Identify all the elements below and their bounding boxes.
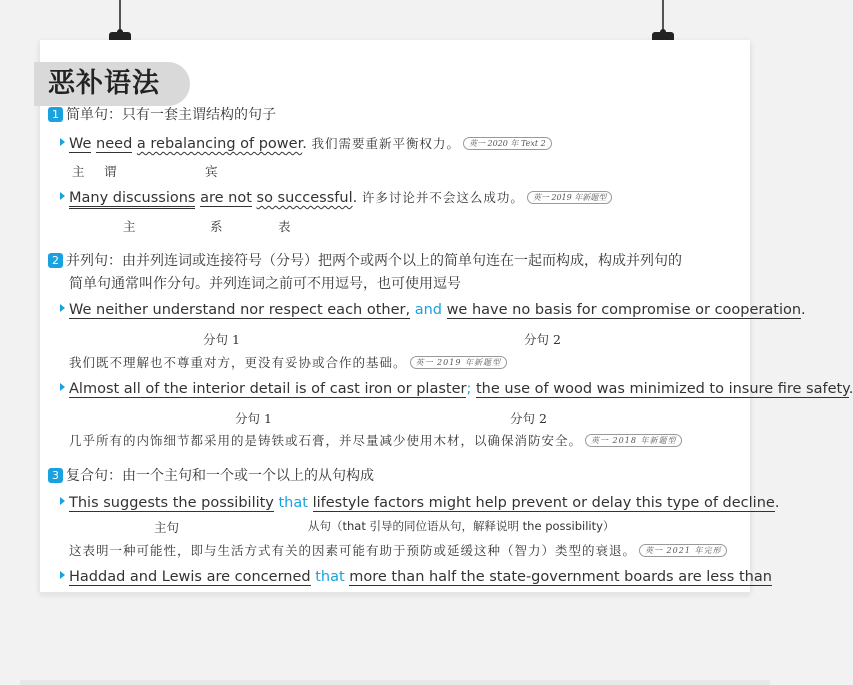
source-badge: 英一 2020 年 Text 2: [463, 137, 552, 150]
section-3-heading: 3 复合句：由一个主句和一个或一个以上的从句构成: [48, 465, 374, 488]
translation: 这表明一种可能性，即与生活方式有关的因素可能有助于预防或延缓这种（智力）类型的衰退。 英一 2021 年完形: [69, 541, 727, 559]
section-number: 1: [48, 107, 63, 122]
clause-label: 分句 2: [524, 332, 561, 347]
example-sentence: Many discussions are not so successful. 许多讨论并不会这么成功。 英一 2019 年新题型: [60, 188, 612, 206]
poster-shadow: [40, 592, 750, 598]
example-sentence: Almost all of the interior detail is of cast iron or plaster; the use of wood was minimized to insure fire safety.: [60, 381, 853, 397]
grammar-label: 系: [210, 219, 223, 234]
clause-label: 从句（that 引导的同位语从句，解释说明 the possibility）: [308, 519, 615, 533]
bullet-triangle-icon: [60, 304, 65, 312]
clause-label: 分句 1: [203, 332, 240, 347]
section-number: 2: [48, 253, 63, 268]
example-sentence: Haddad and Lewis are concerned that more than half the state-government boards are less than: [60, 569, 772, 585]
grammar-poster: [40, 40, 853, 592]
floor-shadow: [20, 680, 770, 685]
example-sentence: This suggests the possibility that lifestyle factors might help prevent or delay this type of decline.: [60, 495, 779, 511]
grammar-label: 宾: [205, 164, 218, 179]
bullet-triangle-icon: [60, 497, 65, 505]
source-badge: 英一 2019 年新题型: [527, 191, 612, 204]
bullet-triangle-icon: [60, 192, 65, 200]
bullet-triangle-icon: [60, 571, 65, 579]
bullet-triangle-icon: [60, 383, 65, 391]
section-number: 3: [48, 468, 63, 483]
source-badge: 英一 2019 年新题型: [410, 356, 507, 369]
grammar-label: 表: [278, 219, 291, 234]
section-2-heading: 2 并列句：由并列连词或连接符号（分号）把两个或两个以上的简单句连在一起而构成，构成并列句的 简单句通常叫作分句。并列连词之前可不用逗号，也可使用逗号: [48, 250, 682, 296]
source-badge: 英一 2018 年新题型: [585, 434, 682, 447]
section-1-heading: 1 简单句：只有一套主谓结构的句子: [48, 104, 276, 127]
example-sentence: We need a rebalancing of power. 我们需要重新平衡权力。 英一 2020 年 Text 2: [60, 134, 552, 152]
grammar-label: 主: [72, 164, 85, 179]
bullet-triangle-icon: [60, 138, 65, 146]
page-title: 恶补语法: [34, 62, 190, 106]
grammar-label: 谓: [104, 164, 117, 179]
source-badge: 英一 2021 年完形: [639, 544, 727, 557]
clause-label: 分句 2: [510, 411, 547, 426]
grammar-label: 主: [123, 219, 136, 234]
clause-label: 主句: [154, 520, 180, 535]
clause-label: 分句 1: [235, 411, 272, 426]
translation: 我们既不理解也不尊重对方，更没有妥协或合作的基础。 英一 2019 年新题型: [69, 353, 507, 371]
translation: 几乎所有的内饰细节都采用的是铸铁或石膏，并尽量减少使用木材，以确保消防安全。 英一 2018 年新题型: [69, 431, 682, 449]
example-sentence: We neither understand nor respect each other, and we have no basis for compromise or cooperation.: [60, 302, 806, 318]
